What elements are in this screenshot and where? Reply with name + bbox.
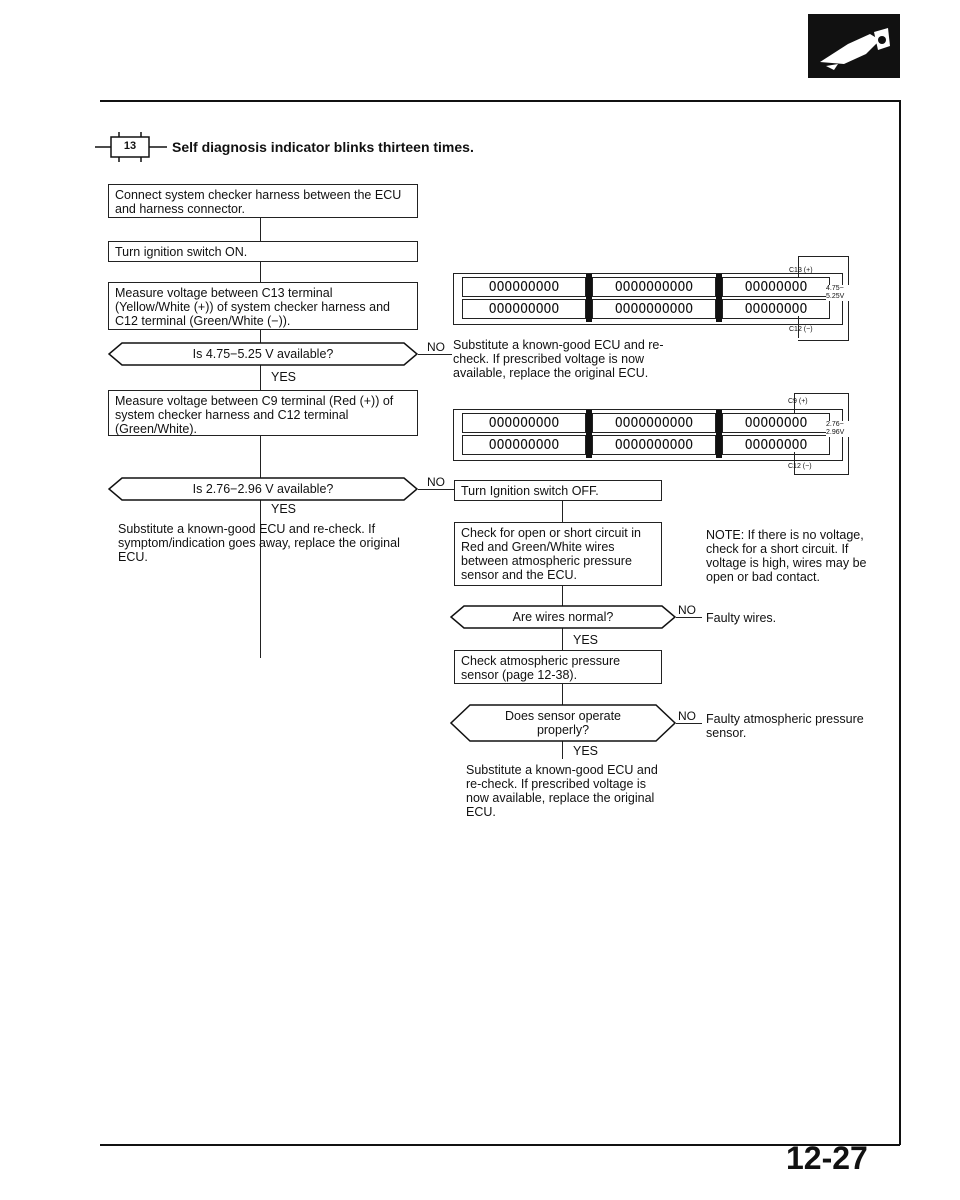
decision-wires-normal: Are wires normal? [450,605,676,629]
no-label-3: NO [678,603,696,617]
voltage-range-2: 2.76− 2.96V [826,421,856,437]
bottom-rule [100,1144,900,1146]
result-faulty-wires: Faulty wires. [706,611,777,625]
yes-label-4: YES [562,744,598,759]
engine-icon [808,14,900,78]
result-faulty-sensor: Faulty atmospheric pressure sensor. [706,712,864,740]
step-measure-c9: Measure voltage between C9 terminal (Red (+)) of system checker harness and C12 terminal (Green/White). [108,390,418,436]
no-label-4: NO [678,709,696,723]
c12-label-1: C12 (−) [789,326,813,333]
note-substitute-ecu: Substitute a known-good ECU and re-check. If prescribed voltage is now available, replace the original ECU. [453,338,664,380]
yes-label-1: YES [260,370,296,385]
page-title: Self diagnosis indicator blinks thirteen times. [172,139,474,155]
step-ignition-on: Turn ignition switch ON. [108,241,418,262]
c13-label: C13 (+) [789,267,813,274]
yes-label-3: YES [562,633,598,648]
c9-label: C9 (+) [788,398,808,405]
note-no-voltage: NOTE: If there is no voltage, check for a short circuit. If voltage is high, wires may be open or bad contact. [706,528,867,584]
decision-sensor-ok: Does sensor operate properly? [450,704,676,742]
yes-label-2: YES [260,502,296,517]
result-substitute-ecu-2: Substitute a known-good ECU and re-check. If prescribed voltage is now available, replace the original ECU. [466,763,658,819]
page-number: 12-27 [786,1140,868,1176]
voltage-range-1: 4.75− 5.25V [826,285,856,301]
step-ignition-off: Turn Ignition switch OFF. [454,480,662,501]
section-logo [808,14,900,78]
step-measure-c13: Measure voltage between C13 terminal (Yellow/White (+)) of system checker harness and C12 terminal (Green/White (−)). [108,282,418,330]
result-substitute-ecu-1: Substitute a known-good ECU and re-check. If symptom/indication goes away, replace the original ECU. [118,522,400,564]
right-border [899,100,901,1145]
code-badge: 13 [95,132,167,162]
decision-voltage-1: Is 4.75−5.25 V available? [108,342,418,366]
c12-label-2: C12 (−) [788,463,812,470]
step-connect-checker: Connect system checker harness between the ECU and harness connector. [108,184,418,218]
step-check-sensor: Check atmospheric pressure sensor (page 12-38). [454,650,662,684]
no-label-1: NO [427,340,445,354]
no-label-2: NO [427,475,445,489]
decision-voltage-2: Is 2.76−2.96 V available? [108,477,418,501]
step-check-wires: Check for open or short circuit in Red and Green/White wires between atmospheric pressure sensor and the ECU. [454,522,662,586]
top-rule [100,100,900,102]
